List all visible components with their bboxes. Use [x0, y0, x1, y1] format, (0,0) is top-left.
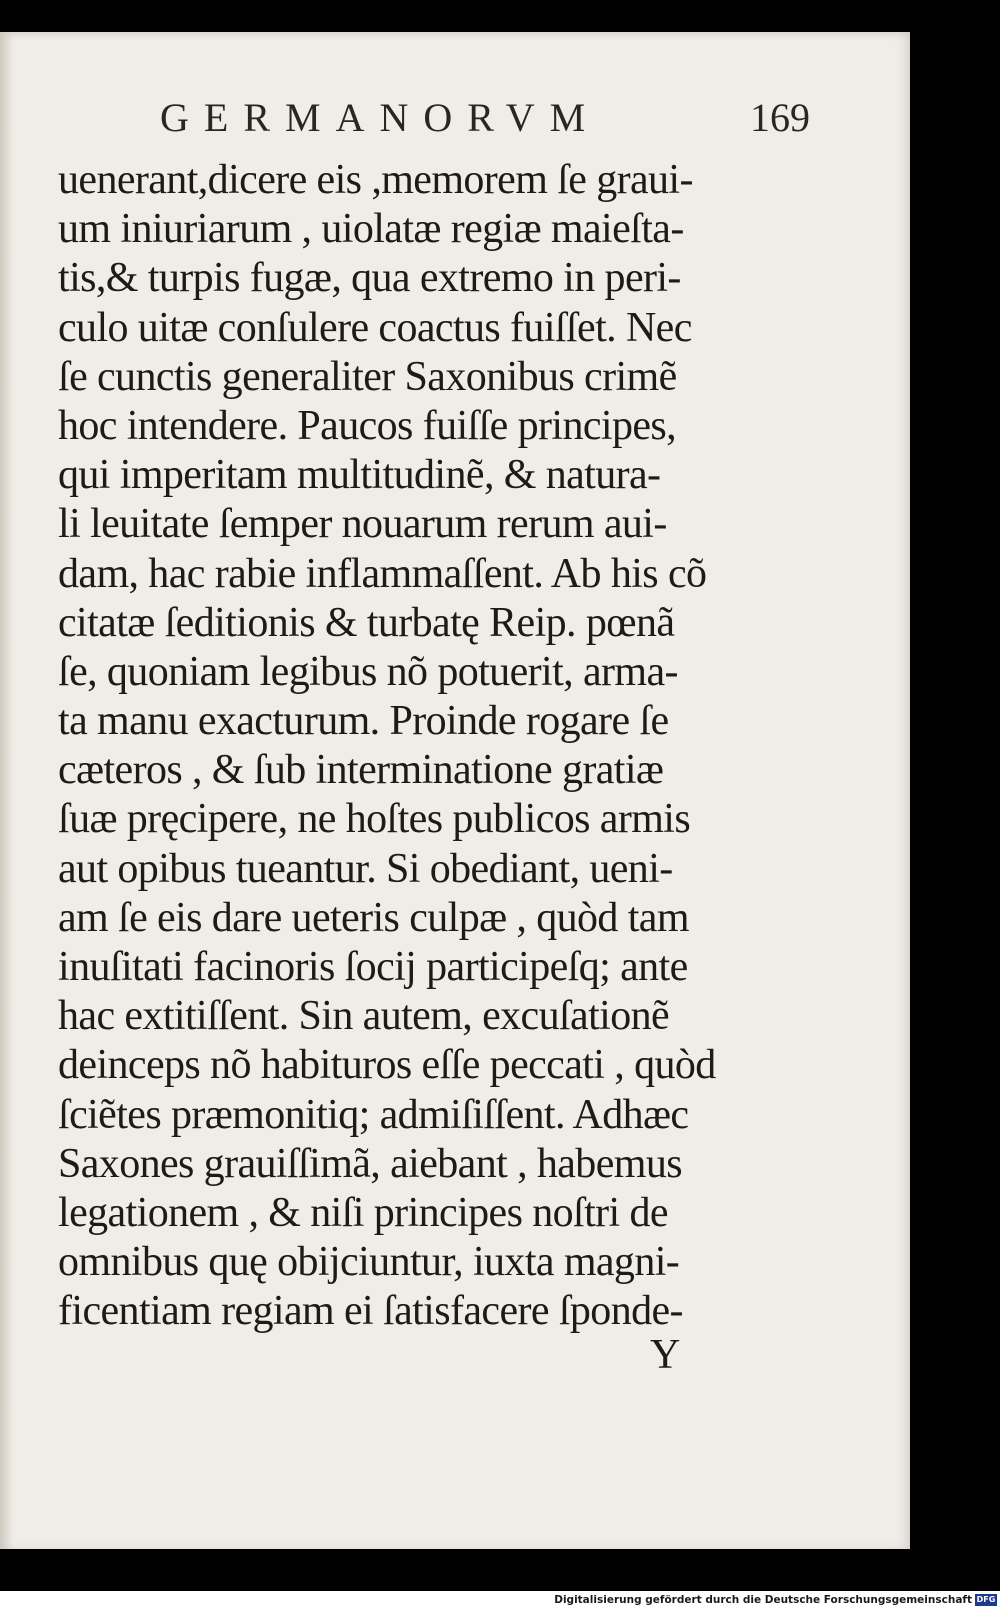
- text-line: aut opibus tueantur. Si obediant, ueni-: [58, 845, 673, 892]
- text-line: ſe, quoniam legibus nõ potuerit, arma-: [58, 648, 678, 695]
- text-line: ſciẽtes præmonitiq; admiſiſſent. Adhæc: [58, 1091, 689, 1138]
- text-line: uenerant,dicere eis ,memorem ſe graui-: [58, 157, 693, 203]
- text-line: li leuitate ſemper nouarum rerum aui-: [58, 501, 667, 548]
- dfg-logo-icon: DFG: [976, 1595, 996, 1604]
- text-line: hoc intendere. Paucos fuiſſe principes,: [58, 402, 677, 449]
- text-line: ta manu exacturum. Proinde rogare ſe: [58, 698, 669, 745]
- page-header: [150, 88, 810, 148]
- text-line: dam, hac rabie inflammaſſent. Ab his cõ: [58, 550, 707, 597]
- body-text: [58, 156, 798, 1337]
- running-head: GERMANORVM: [160, 95, 601, 140]
- page-number: 169: [750, 95, 810, 140]
- digitization-footer: [0, 1591, 1000, 1609]
- text-line: cæteros , & ſub interminatione gratiæ: [58, 747, 664, 794]
- text-line: tis,& turpis fugæ, qua extremo in peri-: [58, 255, 681, 302]
- text-line: deinceps nõ habituros eſſe peccati , quòd: [58, 1042, 716, 1089]
- funding-credit: Digitalisierung gefördert durch die Deutsche Forschungsgemeinschaft: [554, 1594, 972, 1606]
- text-line: hac extitiſſent. Sin autem, excuſationẽ: [58, 993, 670, 1040]
- signature-mark: Y: [650, 1332, 681, 1378]
- text-line: qui imperitam multitudinẽ, & natura-: [58, 452, 661, 499]
- book-page: [0, 32, 910, 1549]
- text-line: legationem , & niſi principes noſtri de: [58, 1189, 668, 1236]
- text-line: ſe cunctis generaliter Saxonibus crimẽ: [58, 353, 677, 400]
- text-line: culo uitæ conſulere coactus fuiſſet. Nec: [58, 304, 692, 351]
- text-line: omnibus quę obijciuntur, iuxta magni-: [58, 1239, 680, 1286]
- text-line: am ſe eis dare ueteris culpæ , quòd tam: [58, 894, 689, 941]
- page-gutter-shadow: [0, 32, 14, 1549]
- text-line: ficentiam regiam ei ſatisfacere ſponde-: [58, 1288, 683, 1335]
- text-line: um iniuriarum , uiolatæ regiæ maieſta-: [58, 206, 684, 253]
- text-line: inuſitati facinoris ſocij participeſq; ante: [58, 944, 688, 990]
- text-line: Saxones grauiſſimã, aiebant , habemus: [58, 1140, 682, 1187]
- text-line: citatæ ſeditionis & turbatę Reip. pœnã: [58, 599, 675, 646]
- text-line: ſuæ pręcipere, ne hoſtes publicos armis: [58, 796, 691, 843]
